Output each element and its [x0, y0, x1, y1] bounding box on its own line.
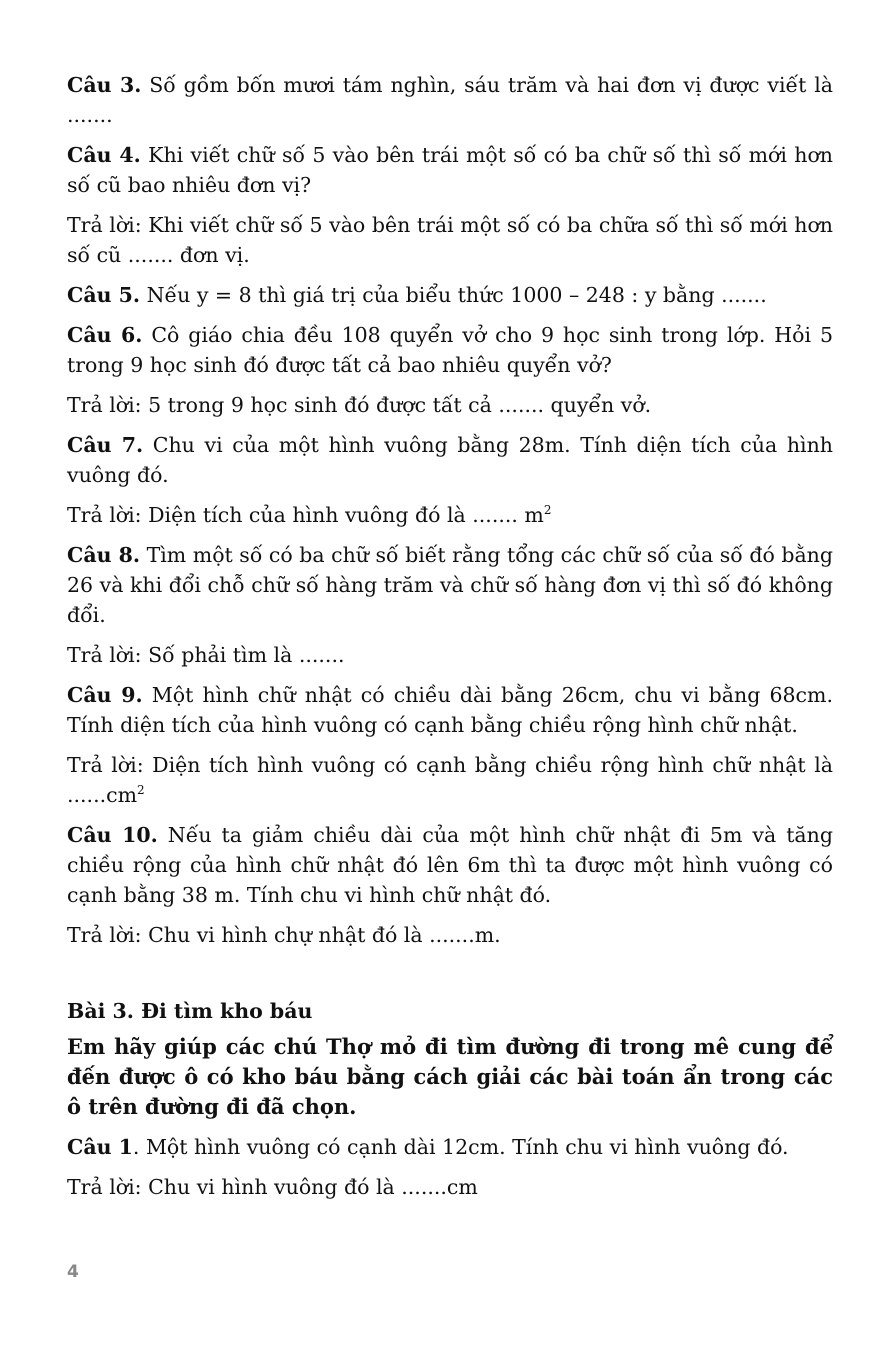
section-answer-1: Trả lời: Chu vi hình vuông đó là .......cm [67, 1175, 478, 1199]
question-text: Khi viết chữ số 5 vào bên trái một số có ba chữ số thì số mới hơn số cũ bao nhiêu đơn vị? [67, 143, 833, 197]
question-label: Câu 6. [67, 323, 143, 347]
section-title: Bài 3. Đi tìm kho báu [67, 999, 313, 1023]
question-label: Câu 10. [67, 823, 158, 847]
section-intro: Em hãy giúp các chú Thợ mỏ đi tìm đường đi trong mê cung để đến được ô có kho báu bằng cách giải các bài toán ẩn trong các ô trên đường đi đã chọn. [67, 1034, 833, 1119]
answer-7 [67, 500, 833, 530]
question-text: Cô giáo chia đều 108 quyển vở cho 9 học sinh trong lớp. Hỏi 5 trong 9 học sinh đó được tất cả bao nhiêu quyển vở? [67, 323, 833, 377]
question-3 [67, 70, 833, 130]
question-text: Một hình chữ nhật có chiều dài bằng 26cm, chu vi bằng 68cm. Tính diện tích của hình vuông có cạnh bằng chiều rộng hình chữ nhật. [67, 683, 833, 737]
question-text: Nếu y = 8 thì giá trị của biểu thức 1000 – 248 : y bằng ....... [140, 283, 767, 307]
question-9 [67, 680, 833, 740]
question-label: Câu 1 [67, 1135, 133, 1159]
question-label: Câu 7. [67, 433, 144, 457]
question-text: Chu vi của một hình vuông bằng 28m. Tính diện tích của hình vuông đó. [67, 433, 833, 487]
question-4 [67, 140, 833, 200]
answer-10: Trả lời: Chu vi hình chự nhật đó là .......m. [67, 923, 501, 947]
answer-6: Trả lời: 5 trong 9 học sinh đó được tất cả ....... quyển vở. [67, 393, 652, 417]
question-6 [67, 320, 833, 380]
question-label: Câu 5. [67, 283, 141, 307]
question-text: Nếu ta giảm chiều dài của một hình chữ nhật đi 5m và tăng chiều rộng của hình chữ nhật đó lên 6m thì ta được một hình vuông có cạnh bằng 38 m. Tính chu vi hình chữ nhật đó. [67, 823, 833, 907]
superscript: 2 [137, 783, 145, 798]
answer-text: Trả lời: Diện tích hình vuông có cạnh bằng chiều rộng hình chữ nhật là ......cm [67, 753, 833, 807]
question-5 [67, 280, 833, 310]
answer-8: Trả lời: Số phải tìm là ....... [67, 643, 345, 667]
question-7 [67, 430, 833, 490]
question-label: Câu 3. [67, 73, 142, 97]
page-number: 4 [67, 1262, 79, 1282]
answer-9 [67, 750, 833, 810]
answer-4: Trả lời: Khi viết chữ số 5 vào bên trái một số có ba chữa số thì số mới hơn số cũ ....... đơn vị. [67, 213, 833, 267]
question-text: Số gồm bốn mươi tám nghìn, sáu trăm và hai đơn vị được viết là ....... [67, 73, 833, 127]
question-label: Câu 8. [67, 543, 141, 567]
question-label: Câu 4. [67, 143, 141, 167]
question-text: . Một hình vuông có cạnh dài 12cm. Tính chu vi hình vuông đó. [132, 1135, 789, 1159]
question-label: Câu 9. [67, 683, 143, 707]
superscript: 2 [543, 503, 552, 518]
question-10 [67, 820, 833, 910]
question-text: Tìm một số có ba chữ số biết rằng tổng các chữ số của số đó bằng 26 và khi đổi chỗ chữ số hàng trăm và chữ số hàng đơn vị thì số đó không đổi. [67, 543, 833, 627]
section-question-1 [67, 1132, 833, 1162]
question-8 [67, 540, 833, 630]
answer-text: Trả lời: Diện tích của hình vuông đó là ....... m [67, 503, 544, 527]
